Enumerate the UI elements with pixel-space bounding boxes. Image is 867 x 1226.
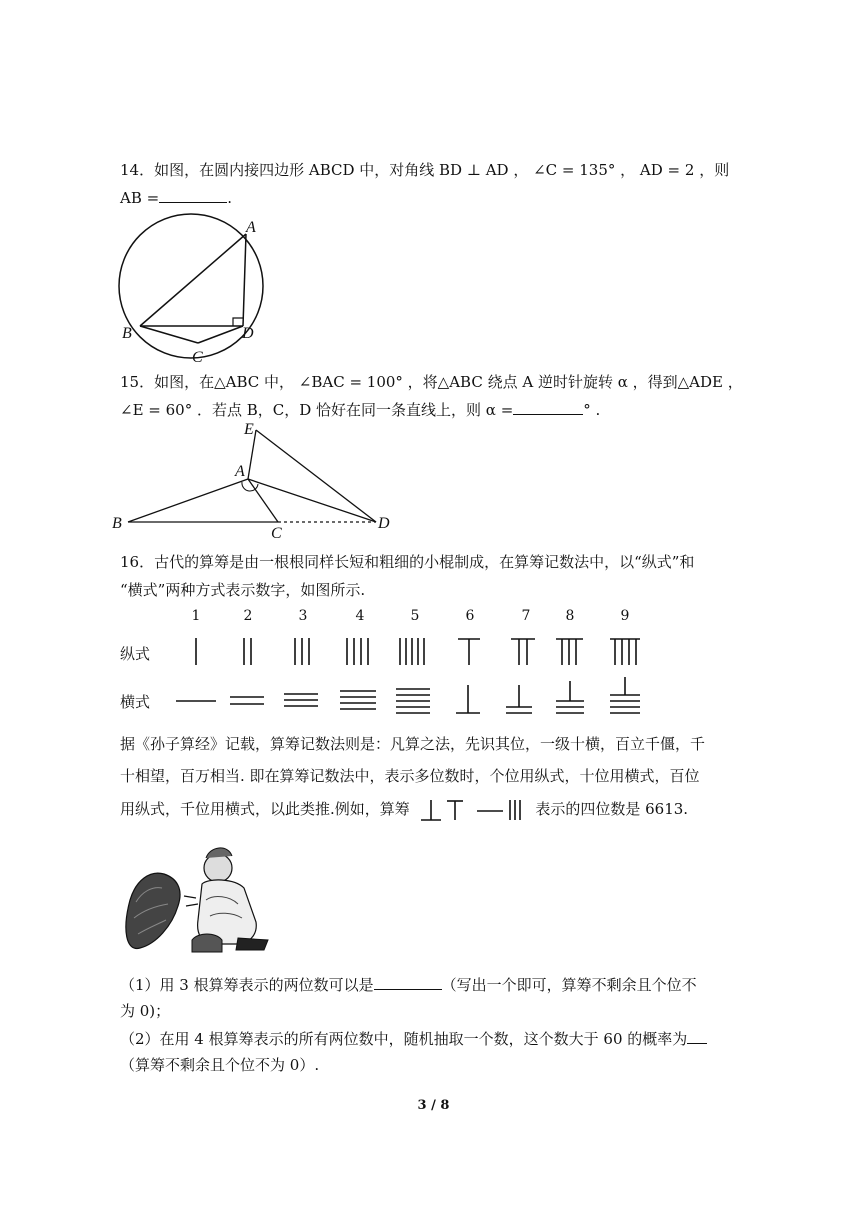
- rod-number-5: 5: [410, 608, 420, 624]
- rod-glyphs: [118, 605, 658, 725]
- q16-rule3-prefix: 用纵式，千位用横式，以此类推.例如，算筹: [120, 800, 410, 818]
- q14-period: .: [227, 189, 232, 207]
- rod-vertical-4: [347, 638, 368, 665]
- q14-label-b: B: [122, 325, 132, 342]
- q15-condition: ∠E = 60° ．若点 B，C，D 恰好在同一条直线上，则 α =: [120, 401, 514, 419]
- row-label-horizontal: 横式: [120, 693, 151, 711]
- rod-number-2: 2: [243, 608, 253, 624]
- example-rods-6613: [419, 798, 527, 822]
- ancient-calculator-illustration: [118, 840, 288, 960]
- rod-number-7: 7: [521, 608, 531, 624]
- rod-number-8: 8: [565, 608, 575, 624]
- q15-text-line1: 15．如图，在△ABC 中， ∠BAC = 100° ，将△ABC 绕点 A 逆时针旋转 α ，得到△ADE ，: [120, 373, 743, 391]
- q16-intro-line1: 16．古代的算筹是由一根根同样长短和粗细的小棍制成，在算筹记数法中，以“纵式”和: [120, 553, 695, 571]
- q16-sub1-suffix: （写出一个即可，算筹不剩余且个位不: [441, 976, 697, 994]
- q16-rule-line2: 十相望，百万相当. 即在算筹记数法中，表示多位数时，个位用纵式，十位用横式，百位: [120, 767, 700, 785]
- rod-horizontal-9: [610, 677, 640, 713]
- q16-sub1-line2: 为 0)；: [120, 1002, 171, 1020]
- q16-rule-line1: 据《孙子算经》记载，算筹记数法则是：凡算之法，先识其位，一级十横，百立千僵，千: [120, 735, 706, 753]
- q14-text-line1: 14．如图，在圆内接四边形 ABCD 中，对角线 BD ⊥ AD ， ∠C = 135° ， AD = 2 ，则: [120, 161, 730, 179]
- rod-horizontal-6: [456, 685, 480, 713]
- q16-sub2-answer-blank[interactable]: [687, 1029, 707, 1044]
- q15-label-b: B: [112, 515, 122, 532]
- q15-degree: ° .: [583, 401, 601, 419]
- q15-triangle-figure: [108, 420, 408, 540]
- rod-horizontal-5: [396, 689, 430, 713]
- rod-vertical-6: [458, 639, 480, 665]
- q14-text-line2: [120, 188, 232, 208]
- q16-sub1-prefix: （1）用 3 根算筹表示的两位数可以是: [120, 976, 374, 994]
- q15-label-a: A: [235, 463, 245, 480]
- rod-vertical-8: [556, 639, 583, 665]
- rod-number-6: 6: [465, 608, 475, 624]
- q14-label-c: C: [192, 349, 203, 366]
- rod-number-3: 3: [298, 608, 308, 624]
- q16-sub2-prefix: （2）在用 4 根算筹表示的所有两位数中，随机抽取一个数，这个数大于 60 的概率为: [120, 1030, 688, 1048]
- rod-horizontal-4: [340, 691, 376, 709]
- q15-answer-blank[interactable]: [513, 400, 583, 415]
- rod-horizontal-2: [230, 697, 264, 704]
- rod-horizontal-3: [284, 694, 318, 706]
- rod-vertical-2: [244, 638, 251, 665]
- q16-intro-line2: “横式”两种方式表示数字，如图所示.: [120, 581, 366, 599]
- q16-sub2-line2: （算筹不剩余且个位不为 0）.: [120, 1056, 320, 1074]
- page-number: 3 / 8: [417, 1098, 450, 1113]
- row-label-vertical: 纵式: [120, 645, 151, 663]
- q15-label-d: D: [378, 515, 390, 532]
- q16-sub1-line1: [120, 975, 697, 995]
- rod-vertical-5: [400, 638, 424, 665]
- rod-vertical-7: [511, 639, 535, 665]
- q14-circle-figure: [110, 210, 280, 370]
- q14-ab-label: AB =: [120, 189, 160, 207]
- q14-label-d: D: [242, 325, 254, 342]
- q16-rule3-suffix: 表示的四位数是 6613.: [535, 800, 689, 818]
- rod-number-1: 1: [191, 608, 201, 624]
- rod-horizontal-8: [556, 681, 584, 713]
- counting-rods-table: [118, 605, 658, 725]
- q16-sub2-line1: [120, 1029, 707, 1049]
- rod-horizontal-7: [506, 685, 532, 713]
- q16-rule-line3: [120, 798, 688, 822]
- q14-answer-blank[interactable]: [159, 188, 227, 203]
- q16-sub1-answer-blank[interactable]: [374, 975, 442, 990]
- rod-vertical-3: [295, 638, 309, 665]
- q15-label-e: E: [244, 421, 254, 438]
- rod-number-4: 4: [355, 608, 365, 624]
- rod-vertical-9: [610, 639, 640, 665]
- q14-label-a: A: [246, 219, 256, 236]
- rod-number-9: 9: [620, 608, 630, 624]
- q15-text-line2: [120, 400, 600, 420]
- q15-label-c: C: [271, 525, 282, 540]
